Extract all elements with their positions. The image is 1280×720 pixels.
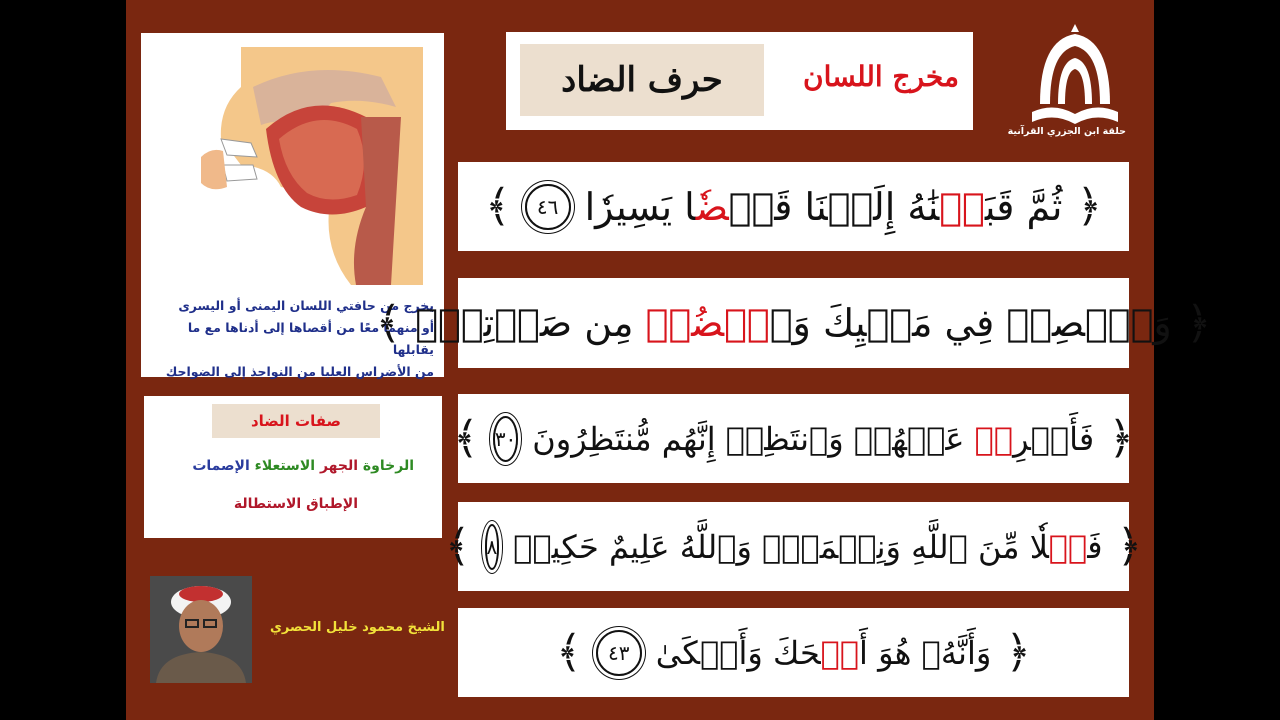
ayah-number: ٤٦ <box>525 184 571 230</box>
sifa-rakhawa: الرخاوة <box>362 458 414 474</box>
sifat-title: صفات الضاد <box>212 404 380 438</box>
sifat-row <box>234 496 358 512</box>
ornate-bracket-left: ﴾ <box>453 413 479 464</box>
ornate-bracket-right: ﴿ <box>1005 627 1032 678</box>
sifa-ismat: الإصمات <box>192 458 250 474</box>
verse-4 <box>444 502 1143 591</box>
sifa-itbaq: الإطباق <box>306 496 358 512</box>
verse-5 <box>458 608 1129 697</box>
verse-text: ثُمَّ قَبَضۡنَٰهُ إِلَيۡنَا قَبۡضٗا يَسِيرٗا <box>584 184 1063 229</box>
makhraj-description-line: من الأضراس العليا من النواجذ إلى الضواحك <box>165 364 434 379</box>
ornate-bracket-left: ﴾ <box>444 521 471 572</box>
mouth-cross-section-icon <box>161 47 423 285</box>
ornate-bracket-right: ﴿ <box>1108 413 1134 464</box>
verse-1 <box>458 162 1129 251</box>
reciter-name: الشيخ محمود خليل الحصري <box>270 620 445 635</box>
verse-text: وَٱقۡصِدۡ فِي مَشۡيِكَ وَٱغۡضُضۡ مِن صَوۡتِكَۚ <box>415 301 1172 345</box>
page-title: حرف الضاد <box>520 44 764 116</box>
reciter-photo-icon <box>150 576 252 683</box>
verse-text: فَأَعۡرِضۡ عَنۡهُمۡ وَٱنتَظِرۡ إِنَّهُم مُّنتَظِرُونَ <box>532 419 1095 458</box>
verse-2 <box>375 278 1212 368</box>
sifa-istitala: الاستطالة <box>233 496 302 512</box>
header-panel <box>506 32 973 130</box>
sifa-istila: الاستعلاء <box>254 458 316 474</box>
ornate-bracket-right: ﴿ <box>1185 297 1212 349</box>
verse-text: فَضۡلٗا مِّنَ ٱللَّهِ وَنِعۡمَةٗۚ وَٱللَّهُ عَلِيمٌ حَكِيمٞ <box>513 527 1103 566</box>
verse-text: وَأَنَّهُۥ هُوَ أَضۡحَكَ وَأَبۡكَىٰ <box>655 633 992 672</box>
makhraj-subtitle: مخرج اللسان <box>803 60 959 93</box>
ornate-bracket-left: ﴾ <box>484 181 511 232</box>
ornate-bracket-left: ﴾ <box>555 627 582 678</box>
makhraj-description-line: أو منهما معًا من أقصاها إلى أدناها مع ما يقابلها <box>187 320 434 357</box>
sifat-panel <box>144 396 442 538</box>
verse-3 <box>453 394 1134 483</box>
ornate-bracket-right: ﴿ <box>1116 521 1143 572</box>
ayah-number: ٨ <box>485 524 500 570</box>
sifa-jahr: الجهر <box>319 458 359 474</box>
ornate-bracket-right: ﴿ <box>1076 181 1103 232</box>
makhraj-description-line: يخرج من حافتي اللسان اليمنى أو اليسرى <box>178 298 434 313</box>
sifat-row <box>192 458 414 474</box>
logo-text: حلقة ابن الجزري القرآنية <box>1007 126 1126 137</box>
ayah-number: ٤٣ <box>596 630 642 676</box>
ayah-number: ٣٠ <box>493 416 518 462</box>
ornate-bracket-left: ﴾ <box>375 297 402 349</box>
